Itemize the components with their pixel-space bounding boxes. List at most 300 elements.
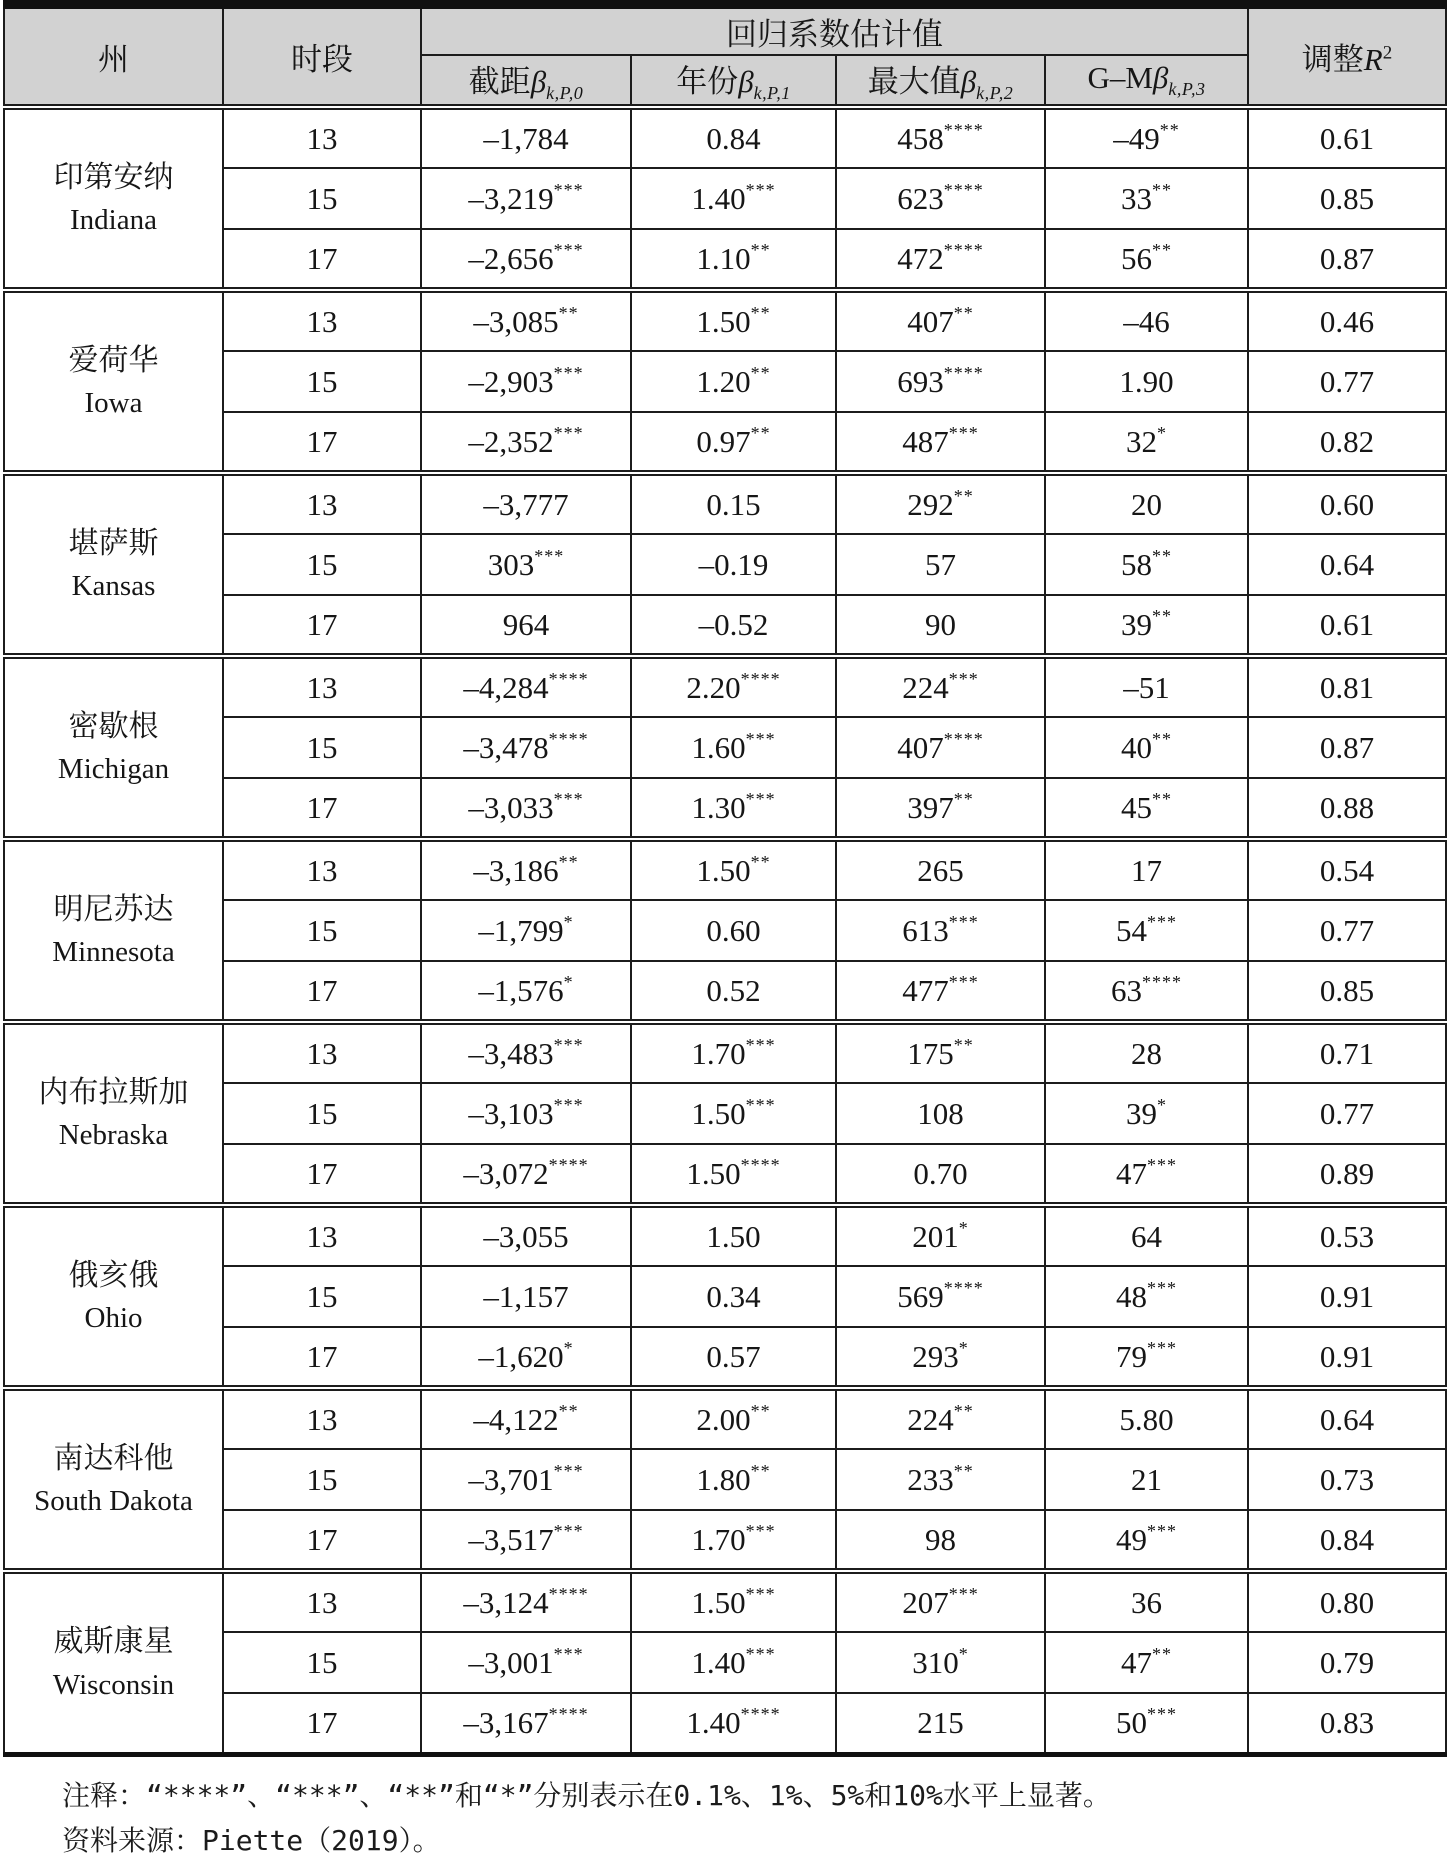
state-name-cn: 堪萨斯	[68, 526, 159, 560]
state-cell	[4, 1205, 223, 1388]
r2-cell: 0.77	[1248, 900, 1446, 961]
gm-cell	[1045, 900, 1248, 961]
coef-stars: **	[953, 1034, 974, 1055]
col-header-gm	[1045, 55, 1248, 107]
max-cell	[836, 107, 1045, 168]
state-name-cn: 内布拉斯加	[38, 1075, 189, 1109]
gm-cell	[1045, 1022, 1248, 1083]
coef-value: –3,167	[463, 1704, 549, 1740]
gm-label: G–M	[1087, 60, 1153, 95]
adj-r2-symbol: R	[1363, 42, 1383, 78]
r2-cell: 0.64	[1248, 534, 1446, 595]
max-cell	[836, 473, 1045, 534]
coef-stars: ****	[943, 1277, 984, 1298]
intercept-cell	[421, 1632, 631, 1693]
period-cell: 15	[223, 534, 421, 595]
coef-value: 303	[487, 546, 535, 582]
coef-stars: **	[1159, 119, 1180, 140]
col-header-adj-r2	[1248, 5, 1446, 108]
coef-value: –1,157	[483, 1278, 569, 1314]
gm-cell	[1045, 1144, 1248, 1205]
coef-stars: **	[750, 851, 771, 872]
coef-value: 57	[925, 546, 956, 582]
period-cell: 17	[223, 229, 421, 290]
coef-stars: ***	[553, 1460, 584, 1481]
state-name-en: South Dakota	[34, 1485, 193, 1518]
year-cell	[631, 1632, 836, 1693]
period-cell: 17	[223, 1693, 421, 1754]
coef-value: 472	[897, 240, 944, 276]
max-cell	[836, 1388, 1045, 1449]
gm-cell	[1045, 168, 1248, 229]
period-cell: 15	[223, 1632, 421, 1693]
period-cell: 17	[223, 1144, 421, 1205]
coef-stars: **	[1152, 179, 1172, 200]
r2-cell: 0.71	[1248, 1022, 1446, 1083]
coef-stars: ***	[948, 422, 979, 443]
col-header-max	[836, 55, 1045, 107]
table-body	[4, 107, 1446, 1754]
r2-cell: 0.61	[1248, 107, 1446, 168]
period-cell: 15	[223, 1083, 421, 1144]
r2-cell: 0.85	[1248, 961, 1446, 1022]
coef-value: –1,799	[478, 912, 564, 948]
period-cell: 17	[223, 778, 421, 839]
max-cell	[836, 1266, 1045, 1327]
coef-stars: ***	[745, 179, 776, 200]
coef-value: 108	[917, 1095, 964, 1131]
coef-value: –0.52	[698, 606, 769, 642]
coef-stars: ***	[1147, 1277, 1177, 1298]
state-cell	[4, 473, 223, 656]
r2-cell: 0.87	[1248, 717, 1446, 778]
coef-stars: ****	[740, 1703, 781, 1724]
year-cell	[631, 1449, 836, 1510]
gm-cell	[1045, 412, 1248, 473]
coef-value: 1.50	[691, 1095, 746, 1131]
coef-value: –3,478	[463, 729, 549, 765]
intercept-cell	[421, 839, 631, 900]
intercept-cell	[421, 290, 631, 351]
coef-value: 407	[897, 729, 944, 765]
coef-stars: **	[1152, 788, 1172, 809]
max-cell	[836, 229, 1045, 290]
max-cell	[836, 656, 1045, 717]
coef-stars: ****	[740, 1154, 781, 1175]
r2-cell: 0.87	[1248, 229, 1446, 290]
table-row	[4, 656, 1446, 717]
coef-stars: *	[958, 1643, 969, 1664]
state-cell	[4, 290, 223, 473]
max-cell	[836, 778, 1045, 839]
coef-stars: *	[563, 971, 574, 992]
coef-stars: ***	[948, 911, 979, 932]
coef-value: 1.10	[696, 240, 751, 276]
gm-cell	[1045, 1205, 1248, 1266]
period-cell: 13	[223, 290, 421, 351]
coef-value: 63	[1111, 972, 1142, 1008]
period-cell: 13	[223, 839, 421, 900]
gm-cell	[1045, 534, 1248, 595]
coef-stars: ***	[553, 179, 584, 200]
coef-value: 1.50	[691, 1584, 746, 1620]
coef-value: –1,784	[483, 120, 569, 156]
intercept-cell	[421, 595, 631, 656]
coef-stars: ***	[948, 971, 979, 992]
coef-value: –3,033	[468, 789, 554, 825]
coef-stars: **	[750, 239, 771, 260]
coef-value: 0.57	[706, 1338, 761, 1374]
r2-cell: 0.60	[1248, 473, 1446, 534]
coef-stars: **	[1152, 728, 1172, 749]
state-name-en: Michigan	[57, 753, 170, 786]
r2-cell: 0.73	[1248, 1449, 1446, 1510]
year-cell	[631, 900, 836, 961]
gm-cell	[1045, 107, 1248, 168]
coef-value: 224	[907, 1401, 954, 1437]
period-cell: 15	[223, 1449, 421, 1510]
coef-value: 2.20	[686, 669, 741, 705]
coef-stars: ***	[745, 1520, 776, 1541]
gm-cell	[1045, 290, 1248, 351]
coef-stars: *	[563, 911, 574, 932]
gm-cell	[1045, 717, 1248, 778]
gm-cell	[1045, 1388, 1248, 1449]
max-cell	[836, 1693, 1045, 1754]
coef-stars: ****	[548, 1154, 589, 1175]
coef-value: –3,483	[468, 1035, 554, 1071]
max-cell	[836, 1449, 1045, 1510]
coef-stars: **	[953, 485, 974, 506]
state-name-cn: 俄亥俄	[68, 1258, 159, 1292]
coef-value: 0.84	[706, 120, 761, 156]
intercept-cell	[421, 534, 631, 595]
coef-stars: ***	[1147, 1703, 1177, 1724]
state-cell	[4, 107, 223, 290]
coef-stars: ***	[745, 788, 776, 809]
coef-stars: *	[958, 1337, 969, 1358]
coef-value: –3,701	[468, 1461, 554, 1497]
state-cell	[4, 656, 223, 839]
period-cell: 13	[223, 1388, 421, 1449]
coef-stars: ***	[553, 788, 584, 809]
period-cell: 15	[223, 717, 421, 778]
beta-subscript: k,P,2	[976, 83, 1014, 104]
max-label: 最大值	[867, 64, 961, 99]
coef-stars: ****	[943, 119, 984, 140]
max-cell	[836, 900, 1045, 961]
coef-value: –3,055	[483, 1218, 569, 1254]
intercept-cell	[421, 1327, 631, 1388]
coef-stars: **	[953, 1460, 974, 1481]
intercept-cell	[421, 1693, 631, 1754]
year-cell	[631, 107, 836, 168]
year-label: 年份	[676, 64, 739, 99]
coef-stars: ***	[553, 1643, 584, 1664]
coef-stars: ****	[548, 728, 589, 749]
gm-cell	[1045, 1571, 1248, 1632]
period-cell: 13	[223, 1571, 421, 1632]
coef-value: 569	[897, 1278, 944, 1314]
coef-value: 458	[897, 120, 944, 156]
coef-stars: ***	[948, 668, 979, 689]
coef-value: 0.70	[913, 1155, 968, 1191]
state-name-cn: 威斯康星	[53, 1625, 174, 1659]
intercept-cell	[421, 229, 631, 290]
coef-value: –1,576	[478, 972, 564, 1008]
year-cell	[631, 1144, 836, 1205]
state-name-cn: 爱荷华	[68, 343, 159, 377]
table-row	[4, 290, 1446, 351]
r2-cell: 0.91	[1248, 1327, 1446, 1388]
coef-stars: **	[558, 851, 579, 872]
coef-stars: ****	[548, 668, 589, 689]
coef-stars: ***	[553, 1094, 584, 1115]
coef-value: –4,122	[473, 1401, 559, 1437]
intercept-cell	[421, 778, 631, 839]
coef-value: –49	[1113, 120, 1160, 156]
coef-stars: **	[1152, 1643, 1172, 1664]
coef-stars: **	[953, 1400, 974, 1421]
state-name-en: Kansas	[71, 570, 156, 603]
state-name-en: Iowa	[84, 387, 143, 420]
coef-value: –4,284	[463, 669, 549, 705]
r2-cell: 0.80	[1248, 1571, 1446, 1632]
year-cell	[631, 229, 836, 290]
coef-value: 224	[902, 669, 949, 705]
year-cell	[631, 595, 836, 656]
table-row	[4, 473, 1446, 534]
r2-cell: 0.84	[1248, 1510, 1446, 1571]
intercept-cell	[421, 1388, 631, 1449]
r2-cell: 0.85	[1248, 168, 1446, 229]
gm-cell	[1045, 1449, 1248, 1510]
max-cell	[836, 351, 1045, 412]
period-cell: 13	[223, 656, 421, 717]
beta-subscript: k,P,0	[546, 83, 584, 104]
period-cell: 13	[223, 1205, 421, 1266]
coef-value: 50	[1116, 1704, 1147, 1740]
gm-cell	[1045, 961, 1248, 1022]
intercept-cell	[421, 107, 631, 168]
beta-symbol: β	[738, 64, 754, 99]
period-cell: 17	[223, 1327, 421, 1388]
r2-cell: 0.83	[1248, 1693, 1446, 1754]
period-cell: 13	[223, 1022, 421, 1083]
coef-stars: **	[750, 362, 771, 383]
coef-value: 1.60	[691, 729, 746, 765]
year-cell	[631, 839, 836, 900]
coef-value: –3,085	[473, 303, 559, 339]
coef-value: –0.19	[698, 546, 769, 582]
coef-value: 39	[1121, 606, 1152, 642]
year-cell	[631, 534, 836, 595]
coef-stars: ***	[1147, 911, 1177, 932]
period-cell: 17	[223, 1510, 421, 1571]
coef-value: 40	[1121, 729, 1152, 765]
coef-value: 79	[1116, 1338, 1147, 1374]
coef-stars: **	[750, 1460, 771, 1481]
coef-value: 233	[907, 1461, 954, 1497]
coef-stars: ****	[943, 179, 984, 200]
state-name-en: Wisconsin	[52, 1668, 175, 1701]
coef-stars: **	[750, 1400, 771, 1421]
coef-value: 32	[1126, 423, 1157, 459]
coef-stars: ***	[1147, 1337, 1177, 1358]
coef-value: 0.52	[706, 972, 761, 1008]
coef-stars: ***	[553, 362, 584, 383]
intercept-cell	[421, 1022, 631, 1083]
coef-value: 49	[1116, 1521, 1147, 1557]
gm-cell	[1045, 839, 1248, 900]
regression-table	[3, 0, 1447, 1757]
state-cell	[4, 1388, 223, 1571]
table-row	[4, 107, 1446, 168]
coef-value: 5.80	[1119, 1401, 1174, 1437]
coef-value: 1.20	[696, 363, 751, 399]
coef-value: –3,219	[468, 180, 554, 216]
max-cell	[836, 412, 1045, 473]
coef-value: 21	[1131, 1461, 1162, 1497]
coef-value: 36	[1131, 1584, 1162, 1620]
r2-cell: 0.77	[1248, 351, 1446, 412]
intercept-label: 截距	[468, 64, 531, 99]
coef-value: –3,517	[468, 1521, 554, 1557]
coef-value: 397	[907, 789, 954, 825]
r2-cell: 0.81	[1248, 656, 1446, 717]
coef-stars: ****	[1142, 971, 1182, 992]
coef-value: 45	[1121, 789, 1152, 825]
gm-cell	[1045, 1510, 1248, 1571]
state-name-en: Indiana	[70, 204, 157, 237]
coef-stars: ****	[548, 1703, 589, 1724]
intercept-cell	[421, 1510, 631, 1571]
r2-cell: 0.82	[1248, 412, 1446, 473]
intercept-cell	[421, 1266, 631, 1327]
period-cell: 15	[223, 1266, 421, 1327]
gm-cell	[1045, 1693, 1248, 1754]
coef-value: 2.00	[696, 1401, 751, 1437]
coef-value: –3,103	[468, 1095, 554, 1131]
coef-value: 964	[502, 606, 550, 642]
coef-stars: ***	[745, 1583, 776, 1604]
coef-stars: ****	[943, 728, 984, 749]
coef-stars: ***	[745, 1094, 776, 1115]
coef-stars: **	[953, 788, 974, 809]
year-cell	[631, 656, 836, 717]
coef-value: 0.60	[706, 912, 761, 948]
col-header-coef-group: 回归系数估计值	[421, 5, 1248, 56]
coef-stars: ****	[943, 362, 984, 383]
period-cell: 13	[223, 107, 421, 168]
max-cell	[836, 839, 1045, 900]
gm-cell	[1045, 351, 1248, 412]
coef-stars: *	[958, 1217, 969, 1238]
coef-value: 407	[907, 303, 954, 339]
beta-symbol: β	[1152, 60, 1169, 95]
year-cell	[631, 1327, 836, 1388]
year-cell	[631, 1083, 836, 1144]
gm-cell	[1045, 656, 1248, 717]
coef-value: 1.40	[691, 180, 746, 216]
table-row	[4, 1388, 1446, 1449]
max-cell	[836, 290, 1045, 351]
coef-stars: **	[558, 302, 579, 323]
coef-value: 47	[1121, 1644, 1152, 1680]
max-cell	[836, 1510, 1045, 1571]
coef-value: 1.50	[686, 1155, 741, 1191]
r2-cell: 0.79	[1248, 1632, 1446, 1693]
max-cell	[836, 1022, 1045, 1083]
coef-value: 28	[1131, 1035, 1162, 1071]
max-cell	[836, 1327, 1045, 1388]
table-row	[4, 1571, 1446, 1632]
intercept-cell	[421, 1571, 631, 1632]
coef-stars: **	[750, 302, 771, 323]
state-name-en: Nebraska	[58, 1119, 169, 1152]
intercept-cell	[421, 717, 631, 778]
coef-value: 58	[1121, 546, 1152, 582]
year-cell	[631, 1510, 836, 1571]
coef-value: 0.15	[706, 486, 761, 522]
coef-value: 207	[902, 1584, 949, 1620]
coef-value: 98	[925, 1521, 956, 1557]
coef-value: 33	[1121, 180, 1152, 216]
max-cell	[836, 168, 1045, 229]
year-cell	[631, 473, 836, 534]
coef-value: 1.40	[691, 1644, 746, 1680]
r2-cell: 0.88	[1248, 778, 1446, 839]
coef-value: 56	[1121, 240, 1152, 276]
period-cell: 17	[223, 595, 421, 656]
coef-value: –1,620	[478, 1338, 564, 1374]
period-cell: 15	[223, 351, 421, 412]
coef-stars: ***	[745, 728, 776, 749]
coef-value: –3,186	[473, 852, 559, 888]
coef-value: –3,124	[463, 1584, 549, 1620]
period-cell: 15	[223, 900, 421, 961]
year-cell	[631, 1693, 836, 1754]
coef-stars: *	[1157, 1094, 1167, 1115]
state-name-cn: 明尼苏达	[53, 892, 174, 926]
year-cell	[631, 412, 836, 473]
max-cell	[836, 1144, 1045, 1205]
coef-stars: **	[558, 1400, 579, 1421]
coef-stars: ***	[745, 1643, 776, 1664]
gm-cell	[1045, 1632, 1248, 1693]
coef-value: 487	[902, 423, 949, 459]
coef-value: 215	[917, 1704, 964, 1740]
gm-cell	[1045, 1266, 1248, 1327]
coef-stars: *	[1157, 422, 1167, 443]
period-cell: 17	[223, 412, 421, 473]
state-cell	[4, 839, 223, 1022]
source-note: 资料来源：Piette（2019）。	[62, 1824, 441, 1858]
coef-value: 1.90	[1119, 363, 1174, 399]
beta-subscript: k,P,3	[1168, 79, 1206, 100]
coef-value: 90	[925, 606, 956, 642]
coef-value: –2,656	[468, 240, 554, 276]
coef-value: 20	[1131, 486, 1162, 522]
coef-stars: **	[953, 302, 974, 323]
state-name-en: Ohio	[84, 1302, 143, 1335]
coef-value: 1.40	[686, 1704, 741, 1740]
state-cell	[4, 1571, 223, 1754]
coef-value: 292	[907, 486, 954, 522]
intercept-cell	[421, 1205, 631, 1266]
r2-cell: 0.53	[1248, 1205, 1446, 1266]
coef-value: –2,903	[468, 363, 554, 399]
